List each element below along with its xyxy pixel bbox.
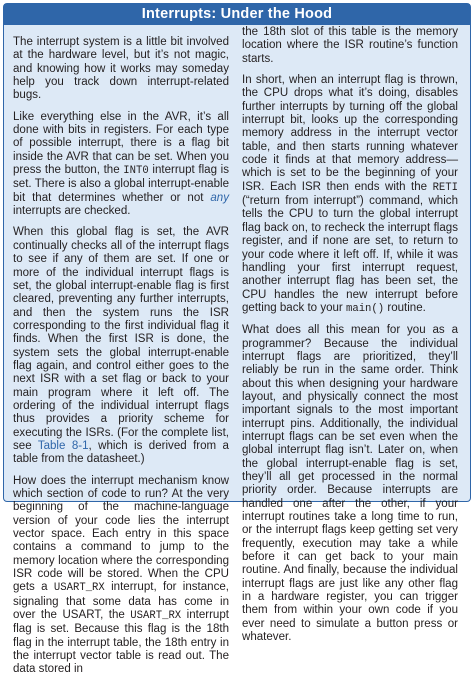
emphasis-text: any	[210, 191, 229, 204]
sidebar-title: Interrupts: Under the Hood	[4, 4, 470, 25]
paragraph-text: routine.	[384, 301, 426, 314]
paragraph-text: interrupt flag is set. There is also a global interrupt-enable bit that determines whether or not	[13, 164, 229, 204]
right-column	[242, 26, 458, 652]
paragraph-text: , which is derived from a table from the datasheet.)	[13, 439, 229, 466]
paragraph-text: (“return from interrupt”) command, which tells the CPU to turn the global interrupt flag back on, to recheck the interrupt flags register, and if none are set, to return to your code where it left off. If, while it was handling your first interrupt request, another interrupt flag has been set, the CPU handles the new interrupt before getting back to your	[242, 195, 458, 314]
paragraph	[13, 226, 229, 466]
paragraph-text: When this global flag is set, the AVR continually checks all of the interrupt flags to see if any of them are set. If one or more of the individual interrupt flags is set, the global interrupt-enable flag is first cleared, preventing any further interrupts, and then the system runs the ISR corresponding to the first individual flag it finds. When the first ISR is done, the system sets the global interrupt-enable flag again, and control either goes to the next ISR with a set flag or back to your main program where it left off. The ordering of the individual interrupt flags thus provides a priority scheme for executing the ISRs. (For the complete list, see	[13, 226, 229, 452]
paragraph-text: interrupts are checked.	[13, 205, 131, 218]
paragraph-text: In short, when an interrupt flag is thrown, the CPU drops what it’s doing, disables further interrupts by turning off the global interrupt bit, looks up the corresponding memory address in the interrupt vector table, and then starts running whatever code it finds at that memory address—which is set to be the beginning of your ISR. Each ISR then ends with the	[242, 74, 458, 193]
paragraph	[242, 26, 458, 66]
code-inline: main()	[345, 302, 385, 315]
paragraph-text: What does all this mean for you as a programmer? Because the individual interrupt flags are prioritized, they’ll reliably be run in the same order. Think about this when designing your hardware layout, and physically connect the most important signals to the most important interrupt pins. Additionally, the individual interrupt flags can be set even when the global interrupt flag isn’t. Later on, when the global interrupt-enable flag is set, they’ll all get processed in the normal priority order. Because interrupts are handled one after the other, if your interrupt routines take a long time to run, or the interrupt flags keep getting set very frequently, execution may take a while before it can get back to your main routine. And finally, because the individual interrupt flags are just like any other flag in a hardware register, you can trigger them from within your own code if you ever need to simulate a button press or whatever.	[242, 324, 458, 644]
code-inline: INT0	[123, 165, 149, 178]
paragraph	[13, 36, 229, 103]
code-inline: USART_RX	[130, 610, 182, 623]
left-column	[13, 36, 229, 685]
paragraph	[13, 475, 229, 677]
sidebar-box	[3, 3, 471, 676]
paragraph-text: How does the interrupt mechanism know which section of code to run? At the very beginning of the machine-language version of your code lies the interrupt vector space. Each entry in this space contains a command to jump to the memory location where the corresponding ISR code will be stored. When the CPU gets a	[13, 474, 229, 594]
table-reference-link[interactable]: Table 8-1	[37, 439, 89, 452]
paragraph	[242, 324, 458, 644]
paragraph	[242, 74, 458, 316]
paragraph	[13, 111, 229, 219]
paragraph-text: the 18th slot of this table is the memory location where the ISR routine’s function starts.	[242, 26, 458, 65]
paragraph-text: interrupt, for instance, signaling that some data has come in over the USART, the	[13, 581, 229, 622]
paragraph-text: Like everything else in the AVR, it’s all done with bits in registers. For each type of possible interrupt, there is a flag bit inside the AVR that can be set. When you press the button, the	[13, 110, 229, 177]
paragraph-text: interrupt flag is set. Because this flag is the 18th flag in the interrupt table, the 18th entry in the interrupt vector table is read out. The data stored in	[13, 609, 229, 676]
paragraph-text: The interrupt system is a little bit involved at the hardware level, but it’s not magic, and knowing how it works may someday help you track down interrupt-related bugs.	[13, 36, 229, 102]
code-inline: USART_RX	[53, 582, 105, 595]
code-inline: RETI	[432, 181, 458, 194]
